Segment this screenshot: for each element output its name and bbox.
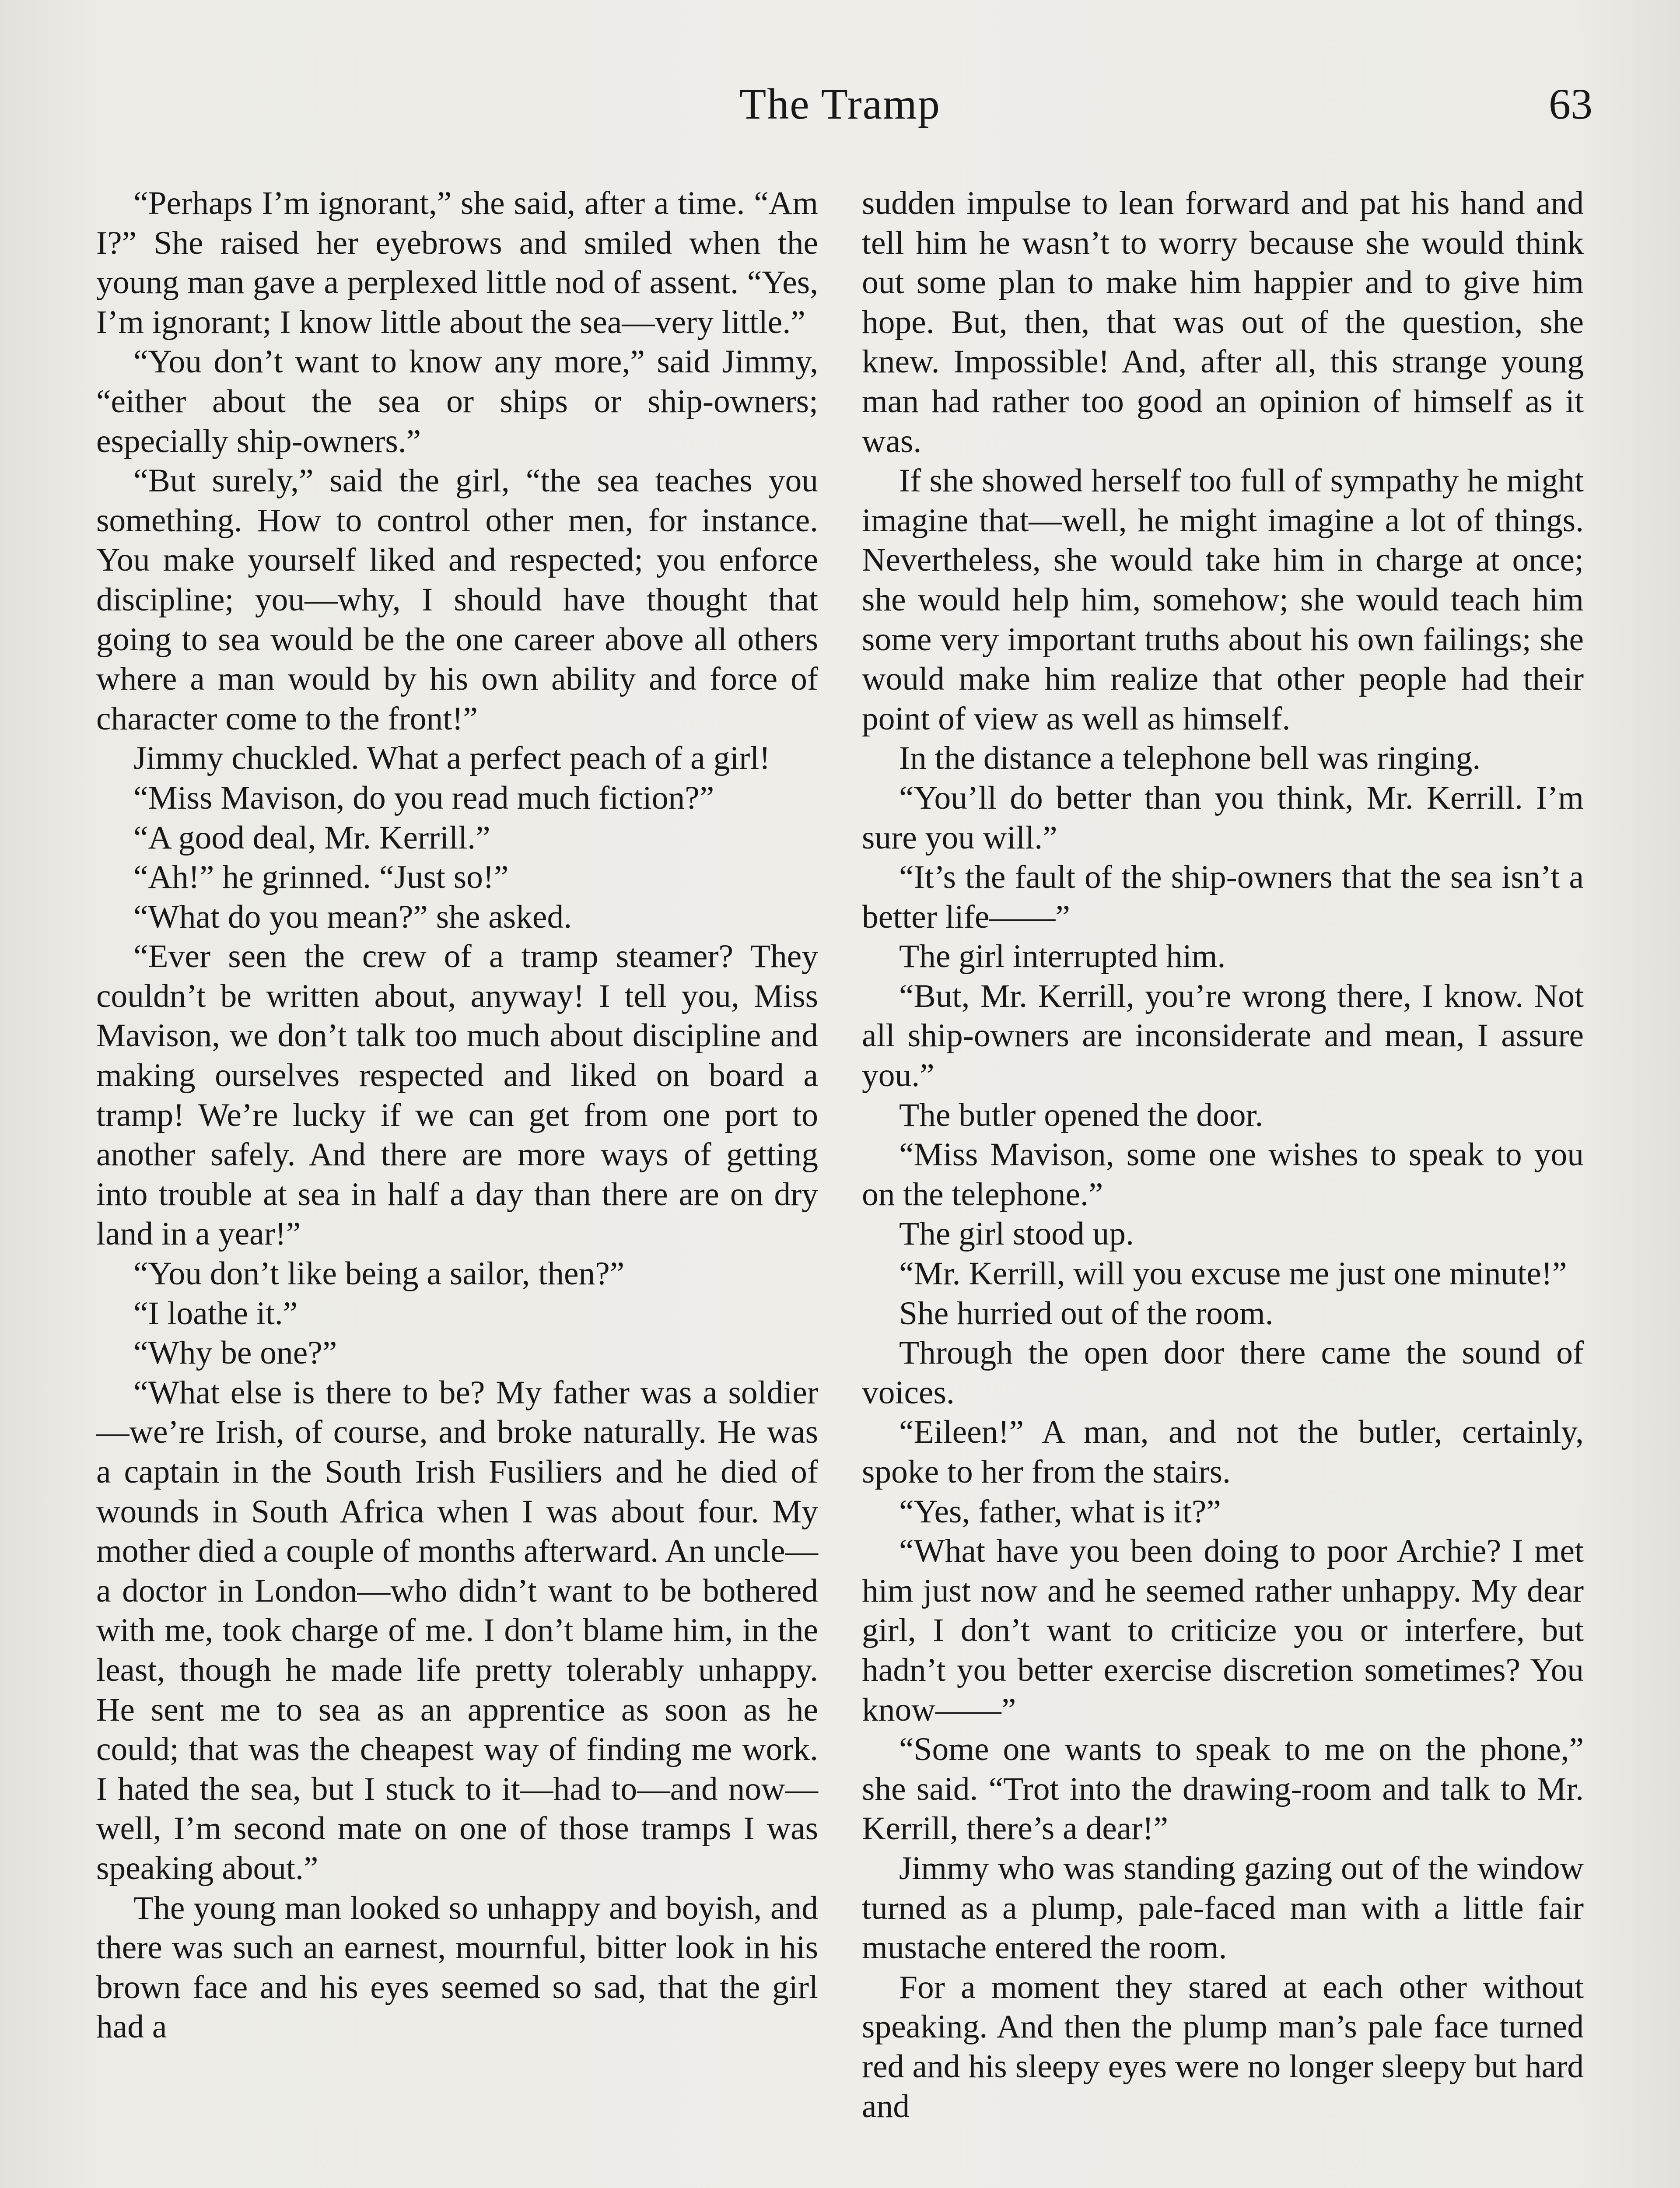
paragraph: “Eileen!” A man, and not the butler, certainly, spoke to her from the stairs. — [862, 1414, 1584, 1490]
paragraph: In the distance a telephone bell was ringing. — [899, 740, 1481, 777]
paragraph: “What do you mean?” she asked. — [133, 898, 572, 935]
paragraph: The young man looked so unhappy and boyish, and there was such an earnest, mournful, bitter look in his brown face and his eyes seemed so sad, that the girl had a — [96, 1890, 818, 2045]
paragraph: “What have you been doing to poor Archie? I met him just now and he seemed rather unhappy. My dear girl, I don’t want to criticize you or interfere, but hadn’t you better exercise discretion sometimes? You know——” — [862, 1533, 1584, 1728]
right-column — [862, 184, 1584, 2188]
paragraph: “Mr. Kerrill, will you excuse me just one minute!” — [899, 1255, 1567, 1292]
paragraph: “Perhaps I’m ignorant,” she said, after a time. “Am I?” She raised her eyebrows and smiled when the young man gave a perplexed little nod of assent. “Yes, I’m ignorant; I know little about the sea—very little.” — [96, 185, 818, 340]
paragraph: “You don’t like being a sailor, then?” — [133, 1255, 625, 1292]
paragraph: “Why be one?” — [133, 1335, 337, 1371]
paragraph-continuation: sudden impulse to lean forward and pat his hand and tell him he wasn’t to worry because she would think out some plan to make him happier and to give him hope. But, then, that was out of the question, she knew. Impossible! And, after all, this strange young man had rather too good an opinion of himself as it was. — [862, 185, 1584, 459]
paragraph: Through the open door there came the sound of voices. — [862, 1335, 1584, 1411]
paragraph: “It’s the fault of the ship-owners that the sea isn’t a better life——” — [862, 859, 1584, 935]
paragraph: “What else is there to be? My father was a soldier—we’re Irish, of course, and broke naturally. He was a captain in the South Irish Fusiliers and he died of wounds in South Africa when I was about four. My mother died a couple of months afterward. An uncle—a doctor in London—who didn’t want to be bothered with me, took charge of me. I don’t blame him, in the least, though he made life pretty tolerably unhappy. He sent me to sea as an apprentice as soon as he could; that was the cheapest way of finding me work. I hated the sea, but I stuck to it—had to—and now—well, I’m second mate on one of those tramps I was speaking about.” — [96, 1374, 819, 1886]
text-columns — [96, 184, 1584, 2188]
paragraph: Jimmy chuckled. What a perfect peach of a girl! — [133, 740, 770, 777]
paragraph: “Some one wants to speak to me on the phone,” she said. “Trot into the drawing-room and talk to Mr. Kerrill, there’s a dear!” — [862, 1731, 1584, 1847]
paragraph: For a moment they stared at each other without speaking. And then the plump man’s pale face turned red and his sleepy eyes were no longer sleepy but hard and — [862, 1969, 1584, 2125]
paragraph: She hurried out of the room. — [899, 1295, 1274, 1332]
paragraph: “Ah!” he grinned. “Just so!” — [133, 859, 509, 896]
paragraph: “Miss Mavison, some one wishes to speak to you on the telephone.” — [862, 1136, 1584, 1213]
paragraph: “Miss Mavison, do you read much fiction?” — [133, 779, 714, 816]
left-column — [96, 184, 818, 2188]
paragraph: “You’ll do better than you think, Mr. Kerrill. I’m sure you will.” — [862, 779, 1584, 856]
running-title: The Tramp — [739, 80, 941, 128]
paragraph: “But, Mr. Kerrill, you’re wrong there, I know. Not all ship-owners are inconsiderate and mean, I assure you.” — [862, 978, 1584, 1094]
page-header — [88, 79, 1592, 153]
page-number: 63 — [1549, 80, 1592, 128]
paragraph: “I loathe it.” — [133, 1295, 298, 1332]
paragraph: “You don’t want to know any more,” said Jimmy, “either about the sea or ships or ship-owners; especially ship-owners.” — [96, 344, 818, 459]
paragraph: The girl stood up. — [899, 1216, 1134, 1252]
paragraph: If she showed herself too full of sympathy he might imagine that—well, he might imagine a lot of things. Nevertheless, she would take him in charge at once; she would help him, somehow; she would teach him some very important truths about his own failings; she would make him realize that other people had their point of view as well as himself. — [862, 463, 1584, 737]
paragraph: Jimmy who was standing gazing out of the window turned as a plump, pale-faced man with a little fair mustache entered the room. — [862, 1850, 1584, 1966]
paragraph: “Ever seen the crew of a tramp steamer? They couldn’t be written about, anyway! I tell you, Miss Mavison, we don’t talk too much about discipline and making ourselves respected and liked on board a tramp! We’re lucky if we can get from one port to another safely. And there are more ways of getting into trouble at sea in half a day than there are on dry land in a year!” — [96, 938, 818, 1252]
paragraph: “But surely,” said the girl, “the sea teaches you something. How to control other men, for instance. You make yourself liked and respected; you enforce discipline; you—why, I should have thought that going to sea would be the one career above all others where a man would by his own ability and force of character come to the front!” — [96, 463, 818, 737]
paragraph: The butler opened the door. — [899, 1097, 1264, 1133]
paragraph: “Yes, father, what is it?” — [899, 1493, 1221, 1530]
paragraph: “A good deal, Mr. Kerrill.” — [133, 819, 490, 856]
paragraph: The girl interrupted him. — [899, 938, 1226, 975]
